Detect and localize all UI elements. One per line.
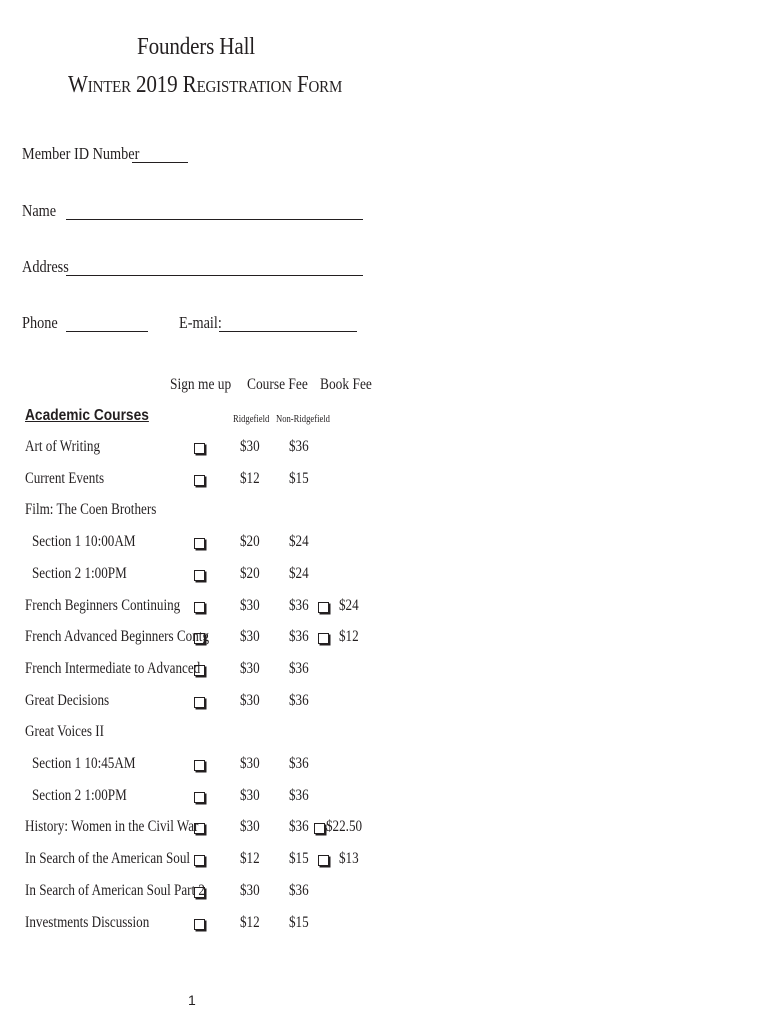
ridgefield-subheader: Ridgefield — [233, 414, 270, 425]
academic-courses-title: Academic Courses — [25, 407, 149, 424]
ridgefield-fee: $12 — [240, 470, 260, 487]
course-name: In Search of the American Soul — [25, 850, 191, 867]
non-ridgefield-fee: $36 — [289, 818, 309, 835]
ridgefield-fee: $12 — [240, 850, 260, 867]
course-row — [0, 818, 770, 842]
course-row — [0, 660, 770, 684]
ridgefield-fee: $30 — [240, 438, 260, 455]
non-ridgefield-fee: $36 — [289, 660, 309, 677]
course-name: Art of Writing — [25, 438, 101, 455]
course-row — [0, 755, 770, 779]
non-ridgefield-fee: $36 — [289, 438, 309, 455]
sign-up-checkbox[interactable] — [194, 602, 205, 613]
book-fee: $22.50 — [326, 818, 363, 835]
non-ridgefield-fee: $15 — [289, 850, 309, 867]
sign-up-checkbox[interactable] — [194, 855, 205, 866]
course-name: In Search of American Soul Part 2 — [25, 882, 205, 899]
sign-up-checkbox[interactable] — [194, 697, 205, 708]
page-number: 1 — [188, 992, 196, 1008]
sign-up-checkbox[interactable] — [194, 538, 205, 549]
address-label: Address — [22, 257, 69, 276]
name-field[interactable] — [66, 219, 363, 220]
non-ridgefield-fee: $36 — [289, 597, 309, 614]
non-ridgefield-fee: $36 — [289, 787, 309, 804]
book-fee-header: Book Fee — [320, 376, 372, 393]
ridgefield-fee: $30 — [240, 597, 260, 614]
ridgefield-fee: $30 — [240, 692, 260, 709]
sign-me-up-header: Sign me up — [170, 376, 232, 393]
book-fee: $12 — [339, 628, 359, 645]
sign-up-checkbox[interactable] — [194, 570, 205, 581]
sign-up-checkbox[interactable] — [194, 443, 205, 454]
book-checkbox[interactable] — [314, 823, 325, 834]
course-row — [0, 628, 770, 652]
non-ridgefield-fee: $15 — [289, 914, 309, 931]
course-name: Great Voices II — [25, 723, 104, 740]
name-label: Name — [22, 201, 57, 220]
course-name: Section 1 10:45AM — [32, 755, 136, 772]
book-checkbox[interactable] — [318, 602, 329, 613]
course-fee-header: Course Fee — [247, 376, 308, 393]
ridgefield-fee: $20 — [240, 533, 260, 550]
non-ridgefield-subheader: Non-Ridgefield — [276, 414, 330, 425]
book-fee: $24 — [339, 597, 359, 614]
course-name: French Advanced Beginners Contg — [25, 628, 210, 645]
ridgefield-fee: $30 — [240, 660, 260, 677]
sign-up-checkbox[interactable] — [194, 887, 205, 898]
ridgefield-fee: $30 — [240, 882, 260, 899]
course-row — [0, 501, 770, 525]
non-ridgefield-fee: $36 — [289, 692, 309, 709]
non-ridgefield-fee: $36 — [289, 628, 309, 645]
course-row — [0, 787, 770, 811]
form-heading-line1: Founders Hall — [137, 34, 255, 60]
non-ridgefield-fee: $36 — [289, 755, 309, 772]
course-row — [0, 533, 770, 557]
email-field[interactable] — [219, 331, 357, 332]
course-name: French Intermediate to Advanced — [25, 660, 201, 677]
course-row — [0, 438, 770, 462]
non-ridgefield-fee: $24 — [289, 565, 309, 582]
book-fee: $13 — [339, 850, 359, 867]
member-id-field[interactable] — [132, 162, 188, 163]
course-row — [0, 565, 770, 589]
sign-up-checkbox[interactable] — [194, 792, 205, 803]
ridgefield-fee: $30 — [240, 755, 260, 772]
course-name: Current Events — [25, 470, 105, 487]
sign-up-checkbox[interactable] — [194, 823, 205, 834]
address-field[interactable] — [66, 275, 363, 276]
ridgefield-fee: $20 — [240, 565, 260, 582]
sign-up-checkbox[interactable] — [194, 760, 205, 771]
ridgefield-fee: $12 — [240, 914, 260, 931]
course-name: Film: The Coen Brothers — [25, 501, 157, 518]
course-row — [0, 882, 770, 906]
non-ridgefield-fee: $36 — [289, 882, 309, 899]
ridgefield-fee: $30 — [240, 628, 260, 645]
course-row — [0, 692, 770, 716]
course-row — [0, 850, 770, 874]
non-ridgefield-fee: $15 — [289, 470, 309, 487]
non-ridgefield-fee: $24 — [289, 533, 309, 550]
course-name: French Beginners Continuing — [25, 597, 181, 614]
form-heading-line2: Winter 2019 Registration Form — [68, 72, 343, 98]
course-name: Section 2 1:00PM — [32, 787, 127, 804]
course-name: Section 2 1:00PM — [32, 565, 127, 582]
phone-field[interactable] — [66, 331, 148, 332]
sign-up-checkbox[interactable] — [194, 665, 205, 676]
course-name: Great Decisions — [25, 692, 110, 709]
course-row — [0, 914, 770, 938]
course-row — [0, 597, 770, 621]
book-checkbox[interactable] — [318, 633, 329, 644]
ridgefield-fee: $30 — [240, 818, 260, 835]
sign-up-checkbox[interactable] — [194, 919, 205, 930]
member-id-label: Member ID Number — [22, 144, 140, 163]
course-name: Investments Discussion — [25, 914, 150, 931]
course-row — [0, 470, 770, 494]
email-label: E-mail: — [179, 313, 222, 332]
book-checkbox[interactable] — [318, 855, 329, 866]
course-name: Section 1 10:00AM — [32, 533, 136, 550]
course-row — [0, 723, 770, 747]
sign-up-checkbox[interactable] — [194, 633, 205, 644]
sign-up-checkbox[interactable] — [194, 475, 205, 486]
course-name: History: Women in the Civil War — [25, 818, 199, 835]
ridgefield-fee: $30 — [240, 787, 260, 804]
phone-label: Phone — [22, 313, 58, 332]
